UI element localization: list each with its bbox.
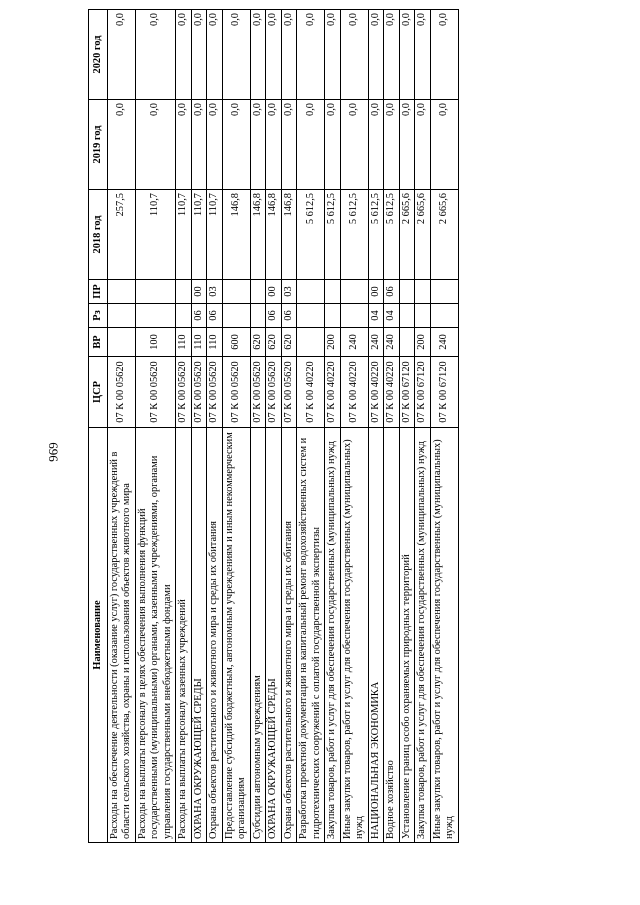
row-vr <box>108 328 136 357</box>
row-2020: 0,0 <box>430 10 458 100</box>
table-header-row <box>89 10 108 843</box>
row-2020: 0,0 <box>135 10 175 100</box>
row-pr: 00 <box>191 280 206 304</box>
row-csr: 07 К 00 67120 <box>430 357 458 428</box>
row-vr: 600 <box>222 328 250 357</box>
row-name: Иные закупки товаров, работ и услуг для обеспечения государственных (муниципальных) нужд <box>430 428 458 843</box>
row-name: Закупка товаров, работ и услуг для обеспечения государственных (муниципальных) нужд <box>325 428 340 843</box>
row-2020: 0,0 <box>415 10 430 100</box>
row-vr <box>297 328 325 357</box>
row-2020: 0,0 <box>384 10 399 100</box>
table-row <box>222 10 250 843</box>
row-2019: 0,0 <box>325 100 340 190</box>
row-2020: 0,0 <box>325 10 340 100</box>
row-csr: 07 К 00 05620 <box>266 357 281 428</box>
table-row <box>399 10 414 843</box>
row-vr: 240 <box>430 328 458 357</box>
row-name: Предоставление субсидий бюджетным, автономным учреждениям и иным некоммерческим организациям <box>222 428 250 843</box>
row-2020: 0,0 <box>399 10 414 100</box>
row-vr: 110 <box>191 328 206 357</box>
row-2019: 0,0 <box>415 100 430 190</box>
row-rz <box>135 304 175 328</box>
table-row <box>266 10 281 843</box>
row-csr: 07 К 00 40220 <box>297 357 325 428</box>
row-2019: 0,0 <box>108 100 136 190</box>
row-pr <box>325 280 340 304</box>
row-2020: 0,0 <box>108 10 136 100</box>
table-row <box>368 10 383 843</box>
row-2019: 0,0 <box>266 100 281 190</box>
row-vr: 620 <box>266 328 281 357</box>
rotated-table-container <box>88 13 459 843</box>
row-name: ОХРАНА ОКРУЖАЮЩЕЙ СРЕДЫ <box>191 428 206 843</box>
row-rz: 04 <box>384 304 399 328</box>
row-rz <box>399 304 414 328</box>
row-2018: 5 612,5 <box>384 190 399 280</box>
row-pr <box>135 280 175 304</box>
table-row <box>135 10 175 843</box>
row-pr <box>222 280 250 304</box>
row-csr: 07 К 00 05620 <box>176 357 191 428</box>
row-vr: 620 <box>281 328 296 357</box>
row-pr <box>415 280 430 304</box>
table-row <box>281 10 296 843</box>
row-2018: 110,7 <box>207 190 222 280</box>
table-row <box>207 10 222 843</box>
row-2019: 0,0 <box>281 100 296 190</box>
row-rz: 04 <box>368 304 383 328</box>
table-row <box>108 10 136 843</box>
table-row <box>415 10 430 843</box>
row-name: Закупка товаров, работ и услуг для обеспечения государственных (муниципальных) нужд <box>415 428 430 843</box>
row-csr: 07 К 00 05620 <box>108 357 136 428</box>
row-2020: 0,0 <box>250 10 265 100</box>
header-2018: 2018 год <box>89 190 108 280</box>
row-name: Расходы на обеспечение деятельности (оказание услуг) государственных учреждений в области сельского хозяйства, охраны и использования объектов животного мира <box>108 428 136 843</box>
row-2018: 5 612,5 <box>297 190 325 280</box>
header-pr: ПР <box>89 280 108 304</box>
row-rz <box>340 304 368 328</box>
row-name: Водное хозяйство <box>384 428 399 843</box>
row-csr: 07 К 00 05620 <box>207 357 222 428</box>
header-csr: ЦСР <box>89 357 108 428</box>
row-rz <box>430 304 458 328</box>
row-csr: 07 К 00 40220 <box>325 357 340 428</box>
row-2020: 0,0 <box>222 10 250 100</box>
row-2019: 0,0 <box>176 100 191 190</box>
row-pr <box>250 280 265 304</box>
row-pr <box>297 280 325 304</box>
row-2018: 2 665,6 <box>399 190 414 280</box>
table-body <box>108 10 459 843</box>
table-row <box>384 10 399 843</box>
row-2019: 0,0 <box>340 100 368 190</box>
row-rz <box>325 304 340 328</box>
row-name: Расходы на выплаты персоналу казенных учреждений <box>176 428 191 843</box>
header-rz: Рз <box>89 304 108 328</box>
row-pr: 06 <box>384 280 399 304</box>
header-vr: ВР <box>89 328 108 357</box>
row-name: Иные закупки товаров, работ и услуг для обеспечения государственных (муниципальных) нужд <box>340 428 368 843</box>
row-csr: 07 К 00 05620 <box>191 357 206 428</box>
row-2019: 0,0 <box>297 100 325 190</box>
row-2018: 5 612,5 <box>325 190 340 280</box>
row-pr <box>108 280 136 304</box>
row-2019: 0,0 <box>207 100 222 190</box>
row-2020: 0,0 <box>207 10 222 100</box>
row-2018: 5 612,5 <box>340 190 368 280</box>
row-rz <box>415 304 430 328</box>
row-vr: 200 <box>325 328 340 357</box>
row-2018: 146,8 <box>250 190 265 280</box>
row-name: ОХРАНА ОКРУЖАЮЩЕЙ СРЕДЫ <box>266 428 281 843</box>
row-rz <box>250 304 265 328</box>
row-pr: 03 <box>207 280 222 304</box>
row-2018: 5 612,5 <box>368 190 383 280</box>
row-csr: 07 К 00 40220 <box>340 357 368 428</box>
row-2018: 110,7 <box>135 190 175 280</box>
row-vr: 240 <box>384 328 399 357</box>
row-2019: 0,0 <box>399 100 414 190</box>
row-2018: 2 665,6 <box>415 190 430 280</box>
row-2019: 0,0 <box>430 100 458 190</box>
header-2019: 2019 год <box>89 100 108 190</box>
row-2019: 0,0 <box>250 100 265 190</box>
row-csr: 07 К 00 05620 <box>135 357 175 428</box>
row-2020: 0,0 <box>297 10 325 100</box>
row-vr: 200 <box>415 328 430 357</box>
row-2018: 146,8 <box>222 190 250 280</box>
row-2019: 0,0 <box>135 100 175 190</box>
table-row <box>250 10 265 843</box>
budget-table <box>88 9 459 843</box>
row-vr: 620 <box>250 328 265 357</box>
row-2019: 0,0 <box>384 100 399 190</box>
row-2018: 146,8 <box>281 190 296 280</box>
row-rz <box>222 304 250 328</box>
row-2018: 110,7 <box>191 190 206 280</box>
row-rz: 06 <box>191 304 206 328</box>
row-2018: 146,8 <box>266 190 281 280</box>
table-row <box>191 10 206 843</box>
row-2019: 0,0 <box>222 100 250 190</box>
row-name: Расходы на выплаты персоналу в целях обеспечения выполнения функций государственными (муниципальными) органами, казенными учреждениями, органами управления государственными внебюджетными фондами <box>135 428 175 843</box>
row-csr: 07 К 00 05620 <box>281 357 296 428</box>
row-pr <box>399 280 414 304</box>
table-row <box>340 10 368 843</box>
row-vr: 240 <box>368 328 383 357</box>
row-2018: 257,5 <box>108 190 136 280</box>
row-name: Охрана объектов растительного и животного мира и среды их обитания <box>281 428 296 843</box>
row-2018: 110,7 <box>176 190 191 280</box>
table-row <box>430 10 458 843</box>
row-2018: 2 665,6 <box>430 190 458 280</box>
row-rz: 06 <box>266 304 281 328</box>
row-2020: 0,0 <box>191 10 206 100</box>
row-vr: 240 <box>340 328 368 357</box>
row-2020: 0,0 <box>266 10 281 100</box>
row-csr: 07 К 00 05620 <box>222 357 250 428</box>
row-vr: 100 <box>135 328 175 357</box>
row-csr: 07 К 00 40220 <box>368 357 383 428</box>
table-row <box>176 10 191 843</box>
row-2020: 0,0 <box>340 10 368 100</box>
row-pr: 00 <box>266 280 281 304</box>
row-pr <box>340 280 368 304</box>
row-vr: 110 <box>207 328 222 357</box>
row-csr: 07 К 00 67120 <box>415 357 430 428</box>
table-row <box>325 10 340 843</box>
row-vr: 110 <box>176 328 191 357</box>
row-name: Установление границ особо охраняемых природных территорий <box>399 428 414 843</box>
row-2020: 0,0 <box>281 10 296 100</box>
row-rz <box>176 304 191 328</box>
row-rz <box>108 304 136 328</box>
row-rz <box>297 304 325 328</box>
row-csr: 07 К 00 67120 <box>399 357 414 428</box>
row-2020: 0,0 <box>176 10 191 100</box>
row-name: Охрана объектов растительного и животного мира и среды их обитания <box>207 428 222 843</box>
header-name: Наименование <box>89 428 108 843</box>
row-csr: 07 К 00 05620 <box>250 357 265 428</box>
row-csr: 07 К 00 40220 <box>384 357 399 428</box>
row-2019: 0,0 <box>368 100 383 190</box>
row-vr <box>399 328 414 357</box>
row-pr: 03 <box>281 280 296 304</box>
row-name: Субсидии автономным учреждениям <box>250 428 265 843</box>
row-pr: 00 <box>368 280 383 304</box>
row-2019: 0,0 <box>191 100 206 190</box>
header-2020: 2020 год <box>89 10 108 100</box>
row-pr <box>430 280 458 304</box>
row-rz: 06 <box>281 304 296 328</box>
page-number: 696 <box>46 442 61 462</box>
row-rz: 06 <box>207 304 222 328</box>
row-2020: 0,0 <box>368 10 383 100</box>
row-name: НАЦИОНАЛЬНАЯ ЭКОНОМИКА <box>368 428 383 843</box>
table-row <box>297 10 325 843</box>
row-pr <box>176 280 191 304</box>
row-name: Разработка проектной документации на капитальный ремонт водохозяйственных систем и гидротехнических сооружений с оплатой государственной экспертизы <box>297 428 325 843</box>
